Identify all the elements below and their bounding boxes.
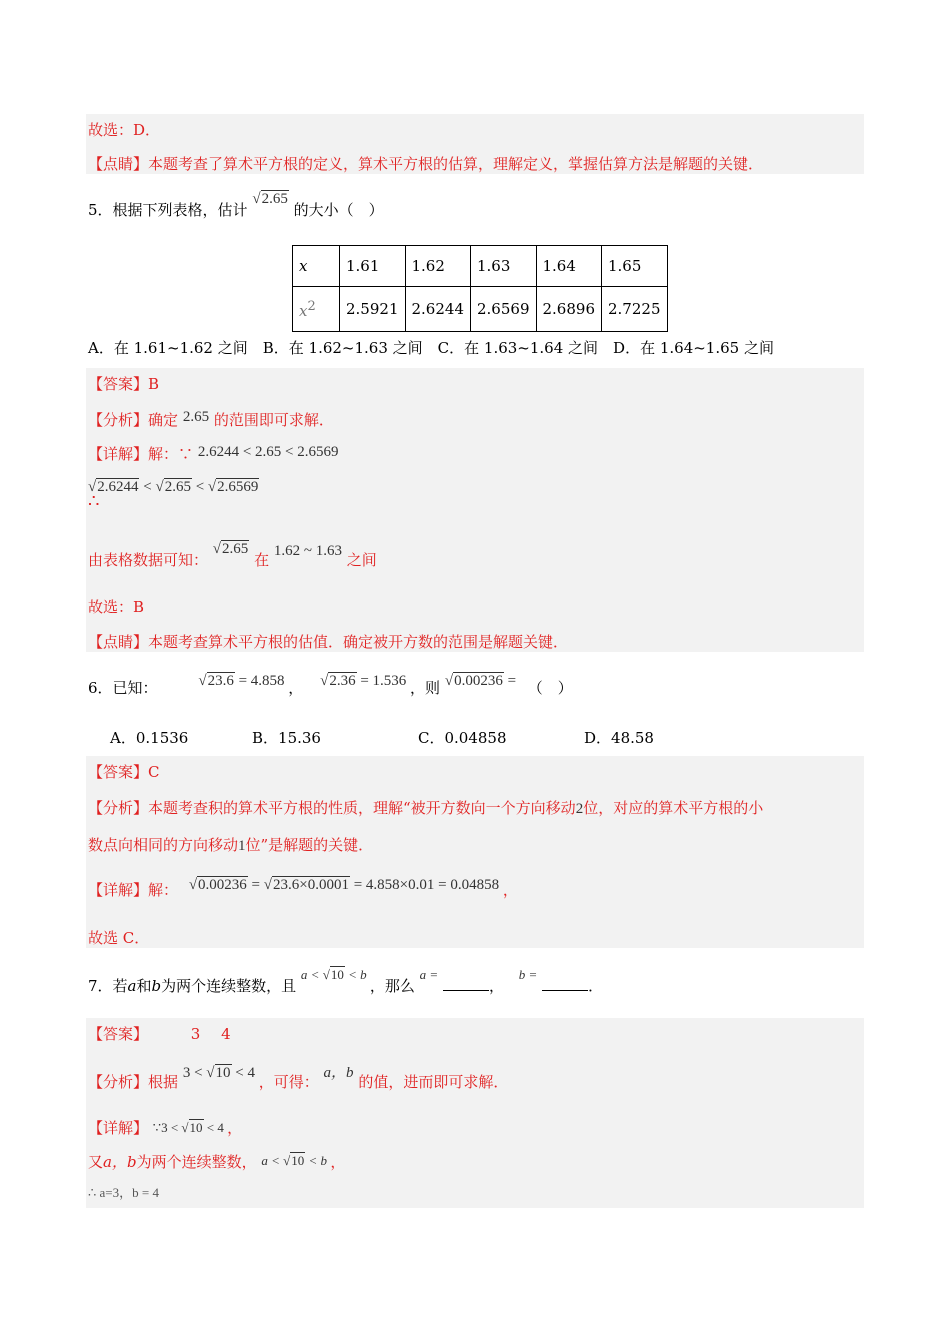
q5-sqrt-inequality: √2.6244 < √2.65 < √2.6569 [88, 479, 259, 495]
q5-analysis-value: 2.65 [182, 409, 210, 425]
q7-detail-2: 又a，b为两个连续整数， a < √10 < b ， [88, 1153, 346, 1171]
q4-comment-tag: 【点睛】 [88, 155, 149, 173]
q5-conclusion: 由表格数据可知： √2.65 在 1.62 ~ 1.63 之间 [88, 541, 377, 569]
table-row [293, 287, 668, 332]
q5-options: A．在 1.61~1.62 之间 B．在 1.62~1.63 之间 C．在 1.63~1.64 之间 D．在 1.64~1.65 之间 [88, 339, 774, 357]
q7-blank-b[interactable] [542, 976, 588, 991]
q5-comment: 【点睛】本题考查算术平方根的估值．确定被开方数的范围是解题关键． [88, 633, 569, 651]
q6-option-a: A．0.1536 [110, 729, 189, 747]
q5-therefore: ∴ [88, 491, 100, 512]
q6-option-c: C．0.04858 [418, 729, 507, 747]
q7-answer: 【答案】 3 4 [88, 1025, 231, 1043]
table-cell: 2.6569 [471, 287, 537, 332]
table-cell: 1.65 [602, 246, 668, 287]
q6-analysis-line2: 数点向相同的方向移动1位”是解题的关键． [88, 836, 374, 854]
table-head-x: x [293, 246, 340, 287]
q5-stem-prefix: 5．根据下列表格，估计 [88, 201, 248, 219]
table-cell: 1.64 [536, 246, 602, 287]
table-cell: 1.61 [340, 246, 406, 287]
table-head-x-squared: $x^2$ [293, 287, 340, 332]
q5-table [292, 245, 668, 332]
q5-inequality-1: 2.6244 < 2.65 < 2.6569 [197, 444, 339, 460]
q7-blank-a[interactable] [443, 976, 489, 991]
q6-stem: 6．已知： √23.6 = 4.858 ， √2.36 = 1.536 ，则 √0.00236 = （ ） [88, 673, 573, 697]
q4-comment-text: 本题考查了算术平方根的定义，算术平方根的估算，理解定义，掌握估算方法是解题的关键． [148, 155, 764, 173]
q5-answer: 【答案】B [88, 375, 160, 393]
q4-choose: 故选：D． [88, 121, 161, 139]
q5-analysis: 【分析】确定 2.65 的范围即可求解． [88, 409, 334, 429]
q6-option-b: B．15.36 [252, 729, 321, 747]
q7-detail-3: ∴ a=3，b = 4 [88, 1185, 159, 1200]
q7-detail-1: 【详解】 ∵3 < √10 < 4 ， [88, 1119, 243, 1137]
table-cell: 2.6244 [405, 287, 471, 332]
q5-choose: 故选：B [88, 598, 145, 616]
table-row [293, 246, 668, 287]
table-cell: 2.7225 [602, 287, 668, 332]
q6-answer: 【答案】C [88, 763, 160, 781]
q6-choose: 故选 C． [88, 929, 150, 947]
q6-option-d: D．48.58 [584, 729, 654, 747]
q5-stem-sqrt: √2.65 [252, 191, 288, 207]
sqrt-term: √2.65 [155, 479, 191, 495]
q7-stem: 7．若a和b为两个连续整数，且 a < √10 < b ，那么 a = ， b = ． [88, 967, 604, 995]
q5-stem-suffix: 的大小（ ） [293, 201, 384, 219]
q5-answer-value: B [148, 375, 160, 393]
table-cell: 2.6896 [536, 287, 602, 332]
q5-stem [88, 191, 384, 221]
q4-comment [88, 154, 763, 174]
q7-solution-box [86, 1018, 864, 1208]
table-cell: 1.62 [405, 246, 471, 287]
q7-analysis: 【分析】根据 3 < √10 < 4 ，可得： a，b 的值，进而即可求解． [88, 1065, 509, 1091]
sqrt-term: √2.6569 [207, 479, 259, 495]
q5-detail: 【详解】解：∵ 2.6244 < 2.65 < 2.6569 [88, 444, 339, 463]
sqrt-term: √2.6244 [88, 479, 139, 495]
table-cell: 1.63 [471, 246, 537, 287]
table-cell: 2.5921 [340, 287, 406, 332]
q6-analysis-line1: 【分析】本题考查积的算术平方根的性质，理解“被开方数向一个方向移动2位，对应的算术平方根的小 [88, 799, 764, 817]
q6-detail: 【详解】解： √0.00236 = √23.6×0.0001 = 4.858×0.01 = 0.04858 ， [88, 877, 518, 899]
